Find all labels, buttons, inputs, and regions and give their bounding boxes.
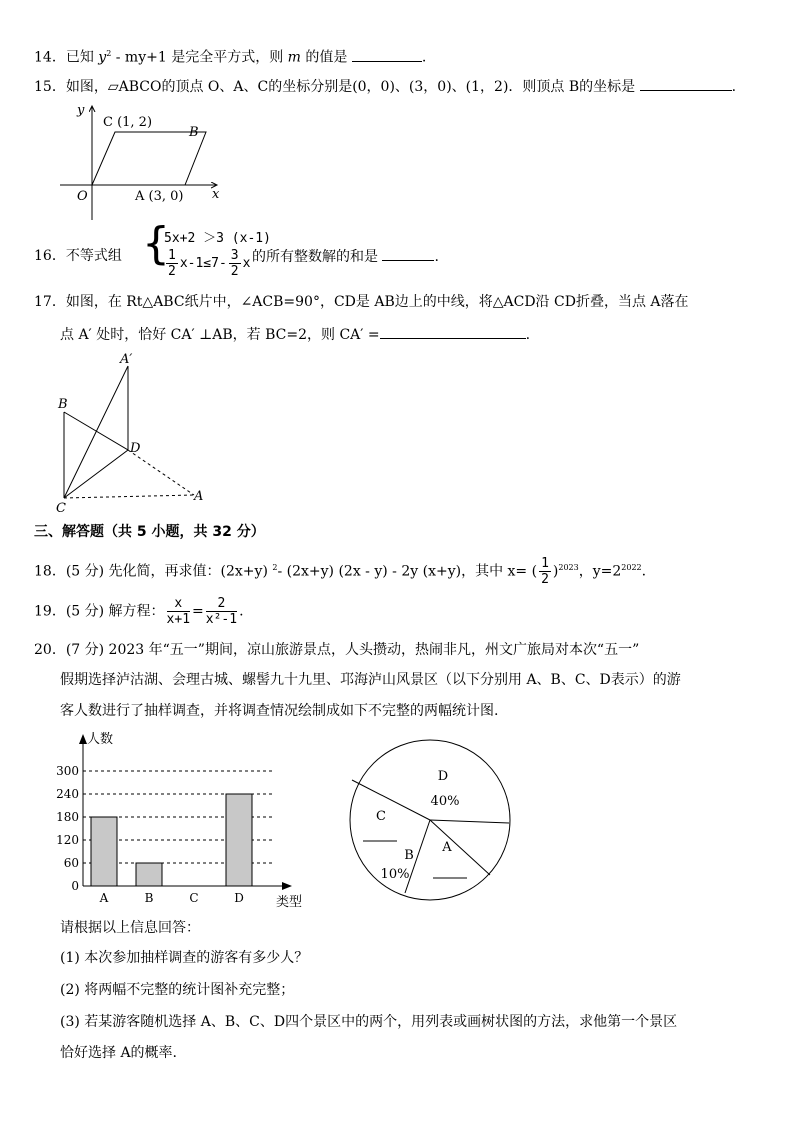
q16-frac2-num: 3 xyxy=(230,248,239,263)
questions-intro: 请根据以上信息回答： xyxy=(60,920,200,936)
pie-label-C: C xyxy=(376,809,386,824)
label-x: x xyxy=(212,187,220,202)
question-14: 14．已知 $y^2 - my+1$ 是完全平方式，则 m 的值是 . xyxy=(34,44,426,68)
q17-line1: 17．如图，在 Rt△ABC纸片中，∠ACB=90°，CD是 AB边上的中线，将△ACD沿 CD折叠，当点 A落在 xyxy=(34,294,689,310)
q18-exp2: 2022 xyxy=(621,562,642,572)
question-15 xyxy=(34,76,736,97)
q14-answer-blank[interactable] xyxy=(352,47,422,62)
q14-number: 14． xyxy=(34,49,66,66)
bar-D xyxy=(226,794,252,886)
x-tick-label: B xyxy=(144,891,154,905)
q16-ineq2 xyxy=(164,248,250,279)
sub-question-3-line1: (3) 若某游客随机选择 A、B、C、D四个景区中的两个，用列表或画树状图的方法，求他第一个景区 xyxy=(60,1014,678,1030)
q16-frac-den: 2 xyxy=(168,264,176,279)
pie-label-D: D xyxy=(437,769,449,784)
x-axis-label: 类型 xyxy=(276,895,303,910)
section-heading: 三、解答题（共 5 小题，共 32 分） xyxy=(34,524,265,540)
q18-post: ，y=2 xyxy=(578,563,622,580)
label-b: B xyxy=(189,125,199,140)
q16-end: . xyxy=(434,249,439,265)
label-o: O xyxy=(77,189,88,204)
q17-line2 xyxy=(60,324,530,345)
q20-line1: 20．(7 分) 2023 年“五一”期间，凉山旅游景点，人头攒动，热闹非凡，州文广旅局对本次“五一” xyxy=(34,642,640,658)
seg-ca1 xyxy=(64,366,128,498)
q17-end: . xyxy=(525,327,531,343)
q16-answer-blank[interactable] xyxy=(382,246,434,261)
parallelogram-figure xyxy=(55,100,225,225)
bar-B xyxy=(136,863,162,886)
q15-end: . xyxy=(731,79,737,95)
q17-text: 点 A′ 处时，恰好 CA′ ⊥AB，若 BC=2，则 CA′ = xyxy=(60,327,380,343)
bar-chart xyxy=(50,726,310,916)
y-tick-label: 0 xyxy=(71,879,79,893)
q16-mid: x-1≤7- xyxy=(179,256,227,271)
pie-chart xyxy=(345,735,525,905)
q14-expr: - my+1 是完全平方式，则 xyxy=(111,49,288,66)
q15-answer-blank[interactable] xyxy=(640,76,732,91)
q14-var-m: m xyxy=(287,49,301,66)
y-tick-label: 120 xyxy=(56,833,79,847)
q16-ineq1: 5x+2 ＞3 (x-1) xyxy=(164,231,271,246)
q18-exp1: 2023 xyxy=(558,562,579,572)
question-16 xyxy=(34,246,122,266)
q16-frac-num: 1 xyxy=(168,248,176,263)
q19-d2: x²-1 xyxy=(205,612,238,627)
pie-value-B: 10% xyxy=(380,867,410,882)
q18-frac-num: 1 xyxy=(541,556,549,571)
label-a-prime: A′ xyxy=(120,352,133,367)
label-b: B xyxy=(58,397,68,412)
triangle-fold-figure xyxy=(50,350,215,515)
q19-eq: = xyxy=(192,603,204,620)
brace-icon: { xyxy=(142,218,170,269)
y-tick-label: 60 xyxy=(63,856,79,870)
seg-ca xyxy=(64,495,194,498)
q15-text: 如图，▱ABCO的顶点 O、A、C的坐标分别是(0，0)、(3，0)、(1，2)．则顶点 B的坐标是 xyxy=(65,79,640,95)
label-c: C (1, 2) xyxy=(103,115,153,130)
label-d: D xyxy=(130,441,141,456)
q18-mid: - (2x+y) (2x - y) - 2y (x+y)，其中 x= ( xyxy=(277,563,538,580)
q19-end: . xyxy=(239,603,244,620)
x-tick-label: C xyxy=(189,891,199,905)
q16-number: 16． xyxy=(34,248,66,264)
sub-question-2: (2) 将两幅不完整的统计图补充完整； xyxy=(60,982,295,998)
q15-number: 15． xyxy=(34,79,66,95)
label-c: C xyxy=(56,501,66,515)
seg-bd xyxy=(64,412,128,450)
q18-exp: 2 xyxy=(272,562,278,572)
y-tick-label: 240 xyxy=(56,787,79,801)
q16-x2: x xyxy=(242,256,251,271)
label-y: y xyxy=(77,103,85,118)
q18-pre: 18．(5 分) 先化简，再求值：(2x+y) xyxy=(34,563,273,580)
q19-n1: x xyxy=(167,596,190,612)
x-tick-label: A xyxy=(99,891,109,905)
question-18: 18．(5 分) 先化简，再求值：(2x+y) $^2$- (2x+y) (2x - y) - 2y (x+y)，其中 x= ( $\frac{1}{2}$ )$^{2023}$，$y=2^{2022}$. xyxy=(34,556,647,587)
label-a: A xyxy=(194,489,204,504)
q19-pre: 19．(5 分) 解方程： xyxy=(34,603,165,620)
q18-frac-den: 2 xyxy=(541,572,549,587)
q20-line2: 假期选择泸沽湖、会理古城、螺髻九十九里、邛海泸山风景区（以下分别用 A、B、C、D表示）的游 xyxy=(60,672,681,688)
q20-line3: 客人数进行了抽样调查，并将调查情况绘制成如下不完整的两幅统计图. xyxy=(60,703,499,719)
q16-text: 不等式组 xyxy=(65,248,122,264)
q16-frac2-den: 2 xyxy=(230,264,239,279)
sub-question-1: (1) 本次参加抽样调查的游客有多少人？ xyxy=(60,950,309,966)
pie-label-A: A xyxy=(442,840,452,855)
x-axis-arrow-icon xyxy=(282,882,292,890)
q14-var-y: y xyxy=(98,49,107,66)
y-tick-label: 180 xyxy=(56,810,79,824)
y-tick-label: 300 xyxy=(56,764,79,778)
sub-question-3-line2: 恰好选择 A的概率. xyxy=(60,1045,178,1061)
q17-answer-blank[interactable] xyxy=(380,324,526,339)
seg-cd xyxy=(64,450,128,498)
y-axis-label: 人数 xyxy=(87,732,114,747)
q16-post: 的所有整数解的和是 xyxy=(252,249,383,265)
q14-end: . xyxy=(421,49,427,66)
label-a: A (3, 0) xyxy=(135,189,184,204)
seg-da xyxy=(128,450,194,495)
q19-n2: 2 xyxy=(206,596,237,612)
pie-value-D: 40% xyxy=(430,794,460,809)
q19-d1: x+1 xyxy=(166,612,191,627)
q18-end: . xyxy=(641,563,647,580)
pie-label-B: B xyxy=(404,848,414,863)
q14-post: 的值是 xyxy=(300,49,352,66)
x-tick-label: D xyxy=(234,891,244,905)
q16-tail xyxy=(252,246,439,267)
q14-text: 已知 xyxy=(65,49,99,66)
bar-A xyxy=(91,817,117,886)
y-axis-arrow-icon xyxy=(79,734,87,744)
question-19 xyxy=(34,596,244,627)
